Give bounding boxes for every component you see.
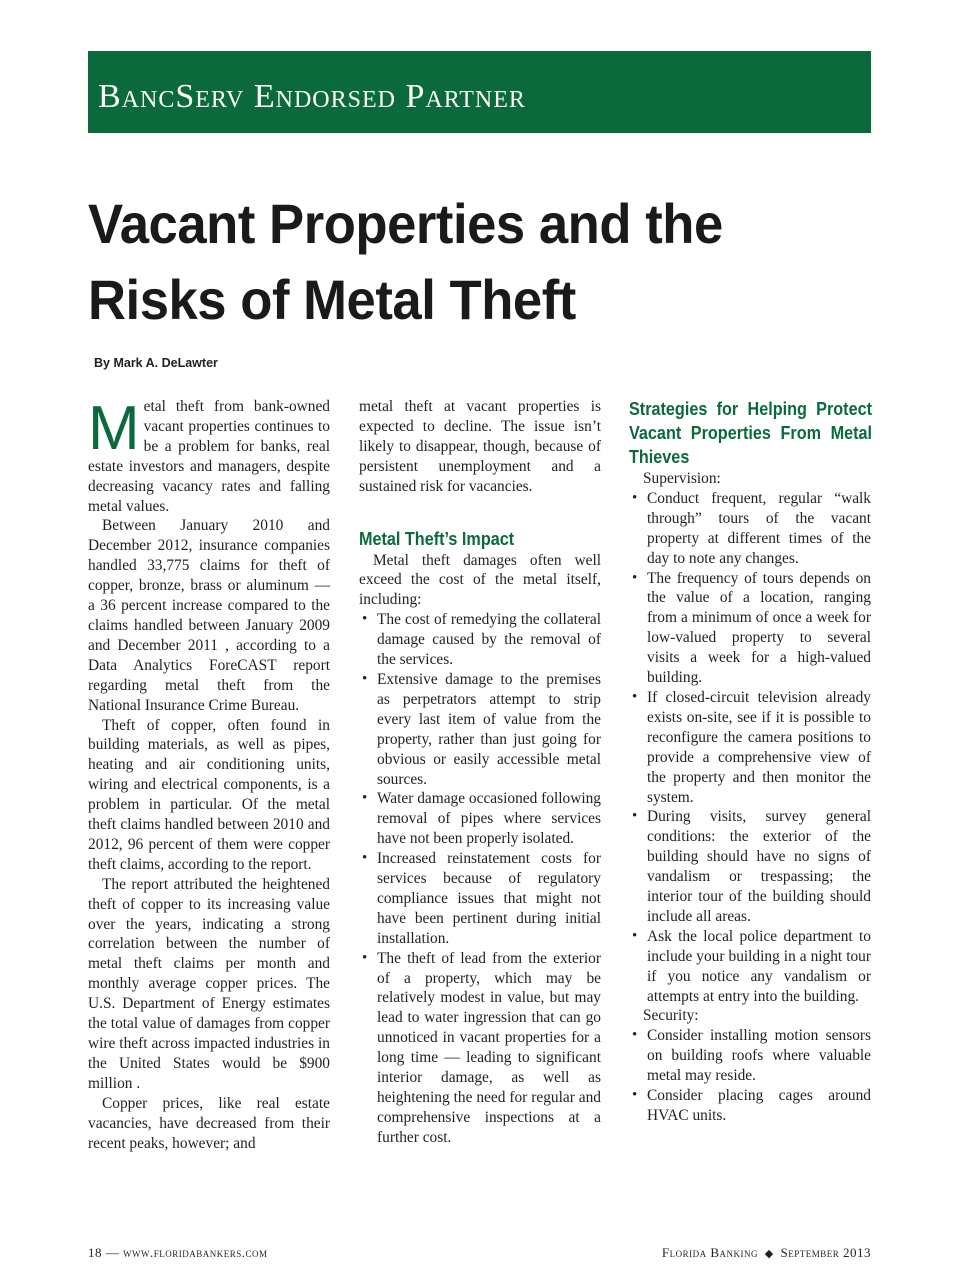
footer-date: September 2013 xyxy=(780,1245,871,1260)
section-banner xyxy=(88,51,871,133)
footer-publication xyxy=(662,1245,871,1261)
impact-list xyxy=(359,610,601,1147)
page-footer xyxy=(88,1245,871,1265)
paragraph: Theft of copper, often found in building materials, as well as pipes, heating and air conditioning units, wiring and electrical components, is a problem in particular. Of the metal theft claims handled between 2010 and 2012, 96 percent of them were copper theft claims, according to the report. xyxy=(88,716,330,873)
title-line-1: Vacant Properties and the xyxy=(88,192,723,255)
column-2 xyxy=(359,397,601,1237)
paragraph: Metal theft damages often well exceed the cost of the metal itself, including: xyxy=(359,551,601,609)
list-item: • Increased reinstatement costs for services because of regulatory compliance issues that might not have been pertinent during initial installation. xyxy=(362,850,601,947)
footer-page-url: 18 — www.floridabankers.com xyxy=(88,1245,268,1260)
list-item: • Water damage occasioned following removal of pipes where services have not been properly isolated. xyxy=(362,790,601,848)
diamond-icon: ◆ xyxy=(764,1248,774,1260)
list-item: • Conduct frequent, regular “walk through” tours of the vacant property at different times of the day to note any changes. xyxy=(632,489,871,567)
paragraph: metal theft at vacant properties is expected to decline. The issue isn’t likely to disappear, though, because of persistent unemployment and a sustained risk for vacancies. xyxy=(359,398,601,495)
paragraph: Between January 2010 and December 2012, insurance companies handled 33,775 claims for theft of copper, bronze, brass or aluminum — a 36 percent increase compared to the claims handled between January 2009 and December 2011 , according to a Data Analytics ForeCAST report regarding metal theft from the National Insurance Crime Bureau. xyxy=(88,517,330,714)
title-line-2: Risks of Metal Theft xyxy=(88,268,576,331)
list-item: • If closed-circuit television already exists on-site, see if it is possible to reconfigure the camera positions to provide a comprehensive view of the property and then monitor the system. xyxy=(632,688,871,806)
list-item: • Consider placing cages around HVAC units. xyxy=(632,1087,871,1124)
paragraph: The report attributed the heightened theft of copper to its increasing value over the years, indicating a strong correlation between the number of metal theft claims per month and monthly average copper prices. The U.S. Department of Energy estimates the total value of damages from copper wire theft across impacted industries in the United States would be $900 million . xyxy=(88,875,330,1092)
subsection-label: Security: xyxy=(643,1007,699,1025)
section-heading-impact: Metal Theft’s Impact xyxy=(359,528,515,549)
list-item: • The theft of lead from the exterior of a property, which may be relatively modest in value, but may lead to water ingression that can go unnoticed in vacant properties for a long time — leading to significant interior damage, as well as heightening the need for regular and comprehensive inspections at a further cost. xyxy=(362,949,601,1146)
supervision-list xyxy=(629,489,871,1007)
section-heading-strategies: Strategies for Helping Protect Vacant Properties From Metal Thieves xyxy=(629,399,872,467)
byline: By Mark A. DeLawter xyxy=(94,356,218,370)
subsection-label: Supervision: xyxy=(643,470,721,487)
paragraph: Metal theft from bank-owned vacant properties continues to be a problem for banks, real estate investors and managers, despite decreasing vacancy rates and falling metal values. xyxy=(88,394,330,515)
list-item: • Ask the local police department to include your building in a night tour if you notice any vandalism or attempts at entry into the building. xyxy=(632,927,871,1005)
footer-pub-name: Florida Banking xyxy=(661,1245,759,1260)
paragraph: Copper prices, like real estate vacancies, have decreased from their recent peaks, however; and xyxy=(88,1094,330,1152)
list-item: • During visits, survey general conditions: the exterior of the building should have no signs of vandalism or trespassing; the interior tour of the building should include all areas. xyxy=(632,808,871,925)
list-item: • The frequency of tours depends on the value of a location, ranging from a minimum of once a week for low-valued property to several visits a week for a high-valued building. xyxy=(632,569,871,687)
list-item: • Extensive damage to the premises as perpetrators attempt to strip every last item of value from the property, rather than just going for obvious or easily accessible metal sources. xyxy=(362,670,601,788)
list-item: • The cost of remedying the collateral damage caused by the removal of the services. xyxy=(362,611,601,669)
column-1 xyxy=(88,394,330,1237)
column-3 xyxy=(629,397,871,1237)
banner-label: BancServ Endorsed Partner xyxy=(98,78,526,115)
drop-cap: M xyxy=(88,394,140,463)
security-list xyxy=(629,1026,871,1126)
article-title xyxy=(88,186,840,338)
list-item: • Consider installing motion sensors on building roofs where valuable metal may reside. xyxy=(632,1027,871,1085)
